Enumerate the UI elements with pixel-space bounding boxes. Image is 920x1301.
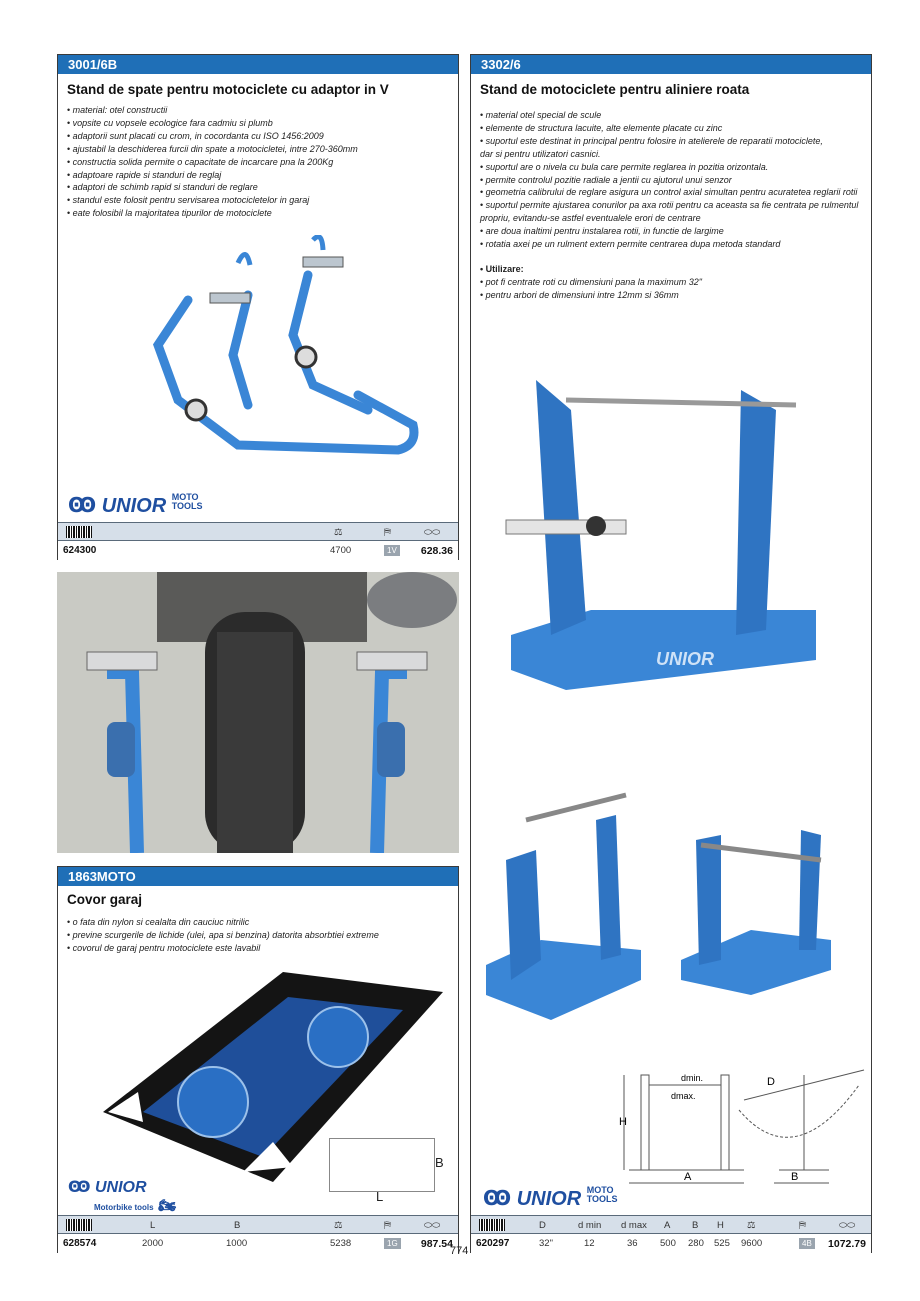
feature-item: • material otel special de scule bbox=[480, 109, 870, 122]
feature-list bbox=[67, 104, 358, 220]
product-title: Covor garaj bbox=[67, 892, 143, 907]
product-title: Stand de motociclete pentru aliniere roata bbox=[480, 82, 750, 97]
column-header-l: L bbox=[150, 1220, 156, 1231]
motorbike-icon: 🏍 bbox=[158, 1197, 176, 1213]
logo-subtext: MOTO bbox=[171, 492, 199, 502]
price-value: 1072.79 bbox=[828, 1238, 866, 1250]
product-code: 620297 bbox=[476, 1238, 510, 1249]
feature-item: • rotatia axei pe un rulment extern permite centrarea dupa metoda standard bbox=[480, 238, 870, 251]
table-row bbox=[471, 1234, 871, 1253]
price-table-header bbox=[58, 1215, 458, 1234]
coins-icon: ⬭⬭ bbox=[839, 1220, 856, 1231]
width-value: 1000 bbox=[226, 1238, 248, 1249]
package-icon: ⛿ bbox=[799, 1220, 806, 1231]
feature-item: • covorul de garaj pentru motociclete este lavabil bbox=[67, 942, 379, 955]
logo-text: UNIOR bbox=[516, 1188, 582, 1210]
motorcycle-wheel-photo bbox=[57, 572, 459, 853]
dmax-label: dmax. bbox=[671, 1091, 696, 1101]
logo-subtext: Motorbike tools bbox=[94, 1203, 154, 1212]
column-header-d: D bbox=[539, 1220, 546, 1231]
product-panel-wheel-alignment-stand bbox=[470, 54, 872, 1253]
usage-title: • Utilizare: bbox=[480, 263, 870, 276]
usage-item: • pentru arbori de dimensiuni intre 12mm si 36mm bbox=[480, 289, 870, 302]
product-code-header: 3001/6B bbox=[58, 55, 458, 74]
unior-moto-tools-logo bbox=[68, 493, 203, 518]
a-label: A bbox=[684, 1171, 692, 1183]
h-label: H bbox=[619, 1116, 627, 1128]
length-value: 2000 bbox=[142, 1238, 164, 1249]
feature-item: • suportul are o nivela cu bula care permite reglarea in pozitia orizontala. bbox=[480, 161, 870, 174]
logo-text: UNIOR bbox=[101, 495, 167, 517]
feature-item: • elemente de structura lacuite, alte elemente placate cu zinc bbox=[480, 122, 870, 135]
price-table bbox=[58, 522, 458, 560]
price-table-header bbox=[58, 522, 458, 541]
alignment-stand-views-image bbox=[481, 790, 861, 1030]
weight-icon: ⚖ bbox=[334, 1220, 343, 1231]
column-header-b: B bbox=[234, 1220, 241, 1231]
weight-value: 4700 bbox=[330, 545, 352, 556]
price-table bbox=[471, 1215, 871, 1253]
dimension-l-label: L bbox=[376, 1189, 384, 1204]
column-header-a: A bbox=[664, 1220, 671, 1231]
barcode-icon bbox=[66, 526, 92, 538]
feature-item: • standul este folosit pentru servisarea motocicletelor in garaj bbox=[67, 194, 358, 207]
product-title: Stand de spate pentru motociclete cu adaptor in V bbox=[67, 82, 389, 97]
unior-logo-icon: Ꙭ bbox=[68, 1179, 91, 1196]
a-value: 500 bbox=[660, 1238, 676, 1249]
feature-item: • previne scurgerile de lichide (ulei, apa si benzina) datorita absorbtiei extreme bbox=[67, 929, 379, 942]
weight-icon: ⚖ bbox=[334, 527, 343, 538]
pack-badge: 1G bbox=[384, 1238, 401, 1249]
product-panel-garage-mat bbox=[57, 866, 459, 1253]
rear-stand-image bbox=[118, 235, 438, 465]
product-code-header: 3302/6 bbox=[471, 55, 871, 74]
barcode-icon bbox=[479, 1219, 505, 1231]
logo-subtext: TOOLS bbox=[586, 1194, 618, 1204]
unior-motorbike-tools-logo bbox=[68, 1177, 176, 1215]
feature-item: • permite controlul pozitie radiale a jentii cu ajutorul unui senzor bbox=[480, 174, 870, 187]
feature-item: • geometria calibrului de reglare asigura un control axial simultan pentru acuratetea reglarii rotii bbox=[480, 186, 870, 199]
unior-logo-icon: Ꙭ bbox=[483, 1188, 512, 1210]
feature-item: • suportul este destinat in principal pentru folosire in atelierele de reparatii motociclete, dar si pentru utilizatori casnici. bbox=[480, 135, 870, 161]
dmin-value: 12 bbox=[584, 1238, 595, 1249]
dmax-value: 36 bbox=[627, 1238, 638, 1249]
weight-icon: ⚖ bbox=[747, 1220, 756, 1231]
package-icon: ⛿ bbox=[384, 527, 391, 538]
dimension-b-label: B bbox=[435, 1155, 444, 1170]
b-label: B bbox=[791, 1171, 799, 1183]
table-row bbox=[58, 541, 458, 560]
page-number: 774 bbox=[450, 1245, 469, 1257]
column-header-dmin: d min bbox=[578, 1220, 602, 1231]
column-header-b: B bbox=[692, 1220, 699, 1231]
feature-item: • material: otel constructii bbox=[67, 104, 358, 117]
feature-list bbox=[67, 916, 379, 955]
unior-moto-tools-logo bbox=[483, 1186, 618, 1211]
feature-item: • adaptorii sunt placati cu crom, in cocordanta cu ISO 1456:2009 bbox=[67, 130, 358, 143]
weight-value: 5238 bbox=[330, 1238, 352, 1249]
column-header-h: H bbox=[717, 1220, 724, 1231]
feature-item: • eate folosibil la majoritatea tipurilor de motociclete bbox=[67, 207, 358, 220]
d-label: D bbox=[767, 1076, 775, 1088]
mat-dimension-box bbox=[329, 1138, 435, 1192]
product-panel-rear-stand bbox=[57, 54, 459, 560]
package-icon: ⛿ bbox=[384, 1220, 391, 1231]
product-code-header: 1863MOTO bbox=[58, 867, 458, 886]
coins-icon: ⬭⬭ bbox=[424, 527, 441, 538]
weight-value: 9600 bbox=[741, 1238, 763, 1249]
dmin-label: dmin. bbox=[681, 1073, 704, 1083]
feature-list bbox=[480, 109, 870, 302]
feature-item: • vopsite cu vopsele ecologice fara cadmiu si plumb bbox=[67, 117, 358, 130]
garage-stand-photo bbox=[57, 572, 459, 853]
feature-item: • adaptoare rapide si standuri de reglaj bbox=[67, 169, 358, 182]
pack-badge: 4B bbox=[799, 1238, 815, 1249]
logo-subtext: TOOLS bbox=[171, 501, 203, 511]
coins-icon: ⬭⬭ bbox=[424, 1220, 441, 1231]
column-header-dmax: d max bbox=[621, 1220, 647, 1231]
feature-item: • o fata din nylon si cealalta din cauciuc nitrilic bbox=[67, 916, 379, 929]
barcode-icon bbox=[66, 1219, 92, 1231]
h-value: 525 bbox=[714, 1238, 730, 1249]
product-code: 628574 bbox=[63, 1238, 97, 1249]
stand-logo-text: UNIOR bbox=[656, 649, 714, 669]
price-table bbox=[58, 1215, 458, 1253]
price-value: 628.36 bbox=[420, 545, 453, 557]
feature-item: • ajustabil la deschiderea furcii din spate a motocicletei, intre 270-360mm bbox=[67, 143, 358, 156]
alignment-stand-image bbox=[496, 370, 836, 710]
table-row bbox=[58, 1234, 458, 1253]
product-code: 624300 bbox=[63, 545, 97, 556]
logo-text: UNIOR bbox=[94, 1179, 147, 1196]
feature-item: • adaptori de schimb rapid si standuri de reglare bbox=[67, 181, 358, 194]
price-table-header bbox=[471, 1215, 871, 1234]
pack-badge: 1V bbox=[384, 545, 400, 556]
dimension-diagram bbox=[619, 1065, 869, 1195]
feature-item: • constructia solida permite o capacitate de incarcare pna la 200Kg bbox=[67, 156, 358, 169]
price-value: 987.54 bbox=[420, 1238, 453, 1250]
feature-item: • are doua inaltimi pentru instalarea rotii, in functie de largime bbox=[480, 225, 870, 238]
b-value: 280 bbox=[688, 1238, 704, 1249]
logo-subtext: MOTO bbox=[586, 1185, 614, 1195]
unior-logo-icon: Ꙭ bbox=[68, 495, 97, 517]
d-value: 32" bbox=[539, 1238, 553, 1249]
feature-item: • suportul permite ajustarea conurilor pa axa rotii pentru ca aceasta sa fie centrata pe rulmentul propriu, evitandu-se astfel eventualele erori de centrare bbox=[480, 199, 870, 225]
usage-item: • pot fi centrate roti cu dimensiuni pana la maximum 32" bbox=[480, 276, 870, 289]
